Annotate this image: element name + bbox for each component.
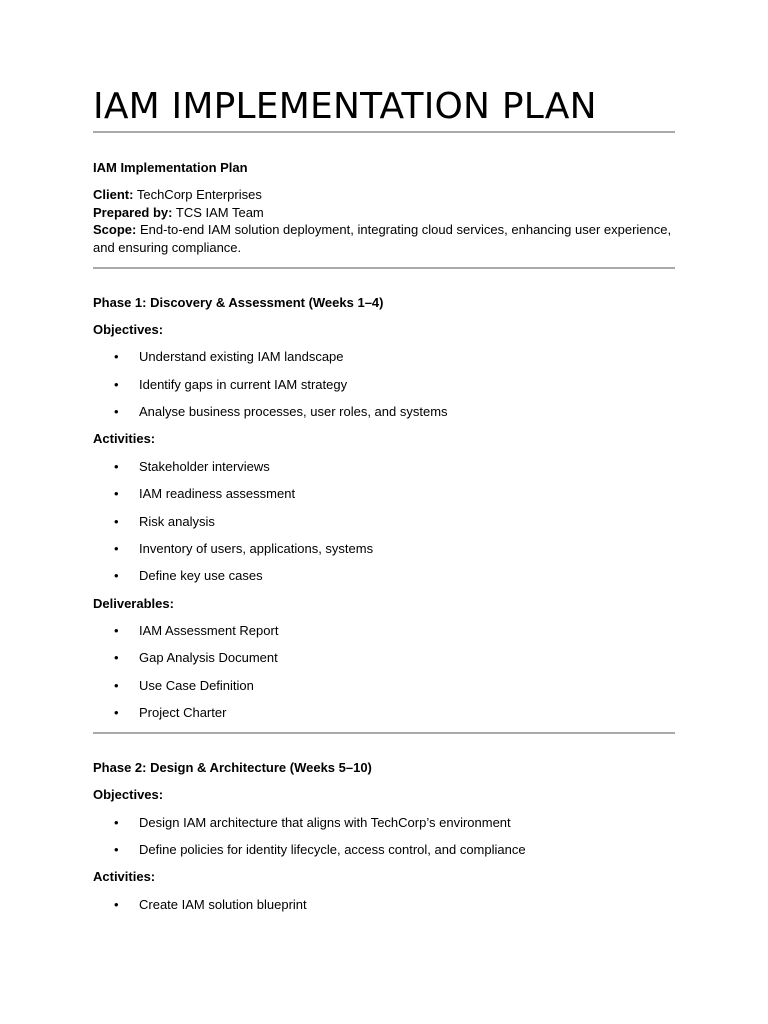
section-divider bbox=[93, 267, 675, 269]
phase2-heading: Phase 2: Design & Architecture (Weeks 5–10) bbox=[93, 760, 372, 775]
phase2-objectives-label: Objectives: bbox=[93, 787, 164, 802]
list-item: Define key use cases bbox=[139, 568, 263, 583]
client-label: Client: bbox=[93, 187, 134, 202]
bullet-glyph: • bbox=[114, 623, 119, 638]
list-item: IAM Assessment Report bbox=[139, 623, 279, 638]
bullet-glyph: • bbox=[114, 459, 119, 474]
list-item: Stakeholder interviews bbox=[139, 459, 270, 474]
document-title: IAM IMPLEMENTATION PLAN bbox=[93, 86, 597, 127]
client-value: TechCorp Enterprises bbox=[136, 187, 262, 202]
bullet-glyph: • bbox=[114, 541, 119, 556]
list-item: Analyse business processes, user roles, and systems bbox=[139, 404, 448, 419]
bullet-glyph: • bbox=[114, 486, 119, 501]
list-item: Design IAM architecture that aligns with TechCorp’s environment bbox=[139, 815, 511, 830]
list-item: Risk analysis bbox=[139, 514, 215, 529]
phase2-activities-label: Activities: bbox=[93, 869, 156, 884]
phase1-deliverables-label: Deliverables: bbox=[93, 596, 174, 611]
list-item: Inventory of users, applications, systems bbox=[139, 541, 374, 556]
phase1-objectives-label: Objectives: bbox=[93, 322, 164, 337]
scope-label: Scope: bbox=[93, 222, 137, 237]
bullet-glyph: • bbox=[114, 815, 119, 830]
bullet-glyph: • bbox=[114, 514, 119, 529]
list-item: Identify gaps in current IAM strategy bbox=[139, 377, 348, 392]
bullet-glyph: • bbox=[114, 705, 119, 720]
list-item: Define policies for identity lifecycle, access control, and compliance bbox=[139, 842, 526, 857]
client-line bbox=[93, 186, 262, 204]
prepared-by-line bbox=[93, 204, 264, 222]
section-divider bbox=[93, 732, 675, 734]
bullet-glyph: • bbox=[114, 349, 119, 364]
prepared-by-value: TCS IAM Team bbox=[175, 205, 264, 220]
document-subtitle: IAM Implementation Plan bbox=[93, 160, 248, 175]
scope-value: End-to-end IAM solution deployment, integrating cloud services, enhancing user experience, and ensuring compliance. bbox=[93, 222, 672, 255]
bullet-glyph: • bbox=[114, 377, 119, 392]
list-item: Gap Analysis Document bbox=[139, 650, 278, 665]
phase1-heading: Phase 1: Discovery & Assessment (Weeks 1–4) bbox=[93, 295, 384, 310]
bullet-glyph: • bbox=[114, 897, 119, 912]
list-item: Use Case Definition bbox=[139, 678, 254, 693]
phase1-activities-label: Activities: bbox=[93, 431, 156, 446]
list-item: Project Charter bbox=[139, 705, 227, 720]
scope-paragraph bbox=[93, 221, 675, 257]
list-item: IAM readiness assessment bbox=[139, 486, 296, 501]
bullet-glyph: • bbox=[114, 404, 119, 419]
bullet-glyph: • bbox=[114, 650, 119, 665]
bullet-glyph: • bbox=[114, 842, 119, 857]
list-item: Understand existing IAM landscape bbox=[139, 349, 344, 364]
list-item: Create IAM solution blueprint bbox=[139, 897, 307, 912]
bullet-glyph: • bbox=[114, 678, 119, 693]
bullet-glyph: • bbox=[114, 568, 119, 583]
prepared-by-label: Prepared by: bbox=[93, 205, 173, 220]
title-divider bbox=[93, 131, 675, 133]
